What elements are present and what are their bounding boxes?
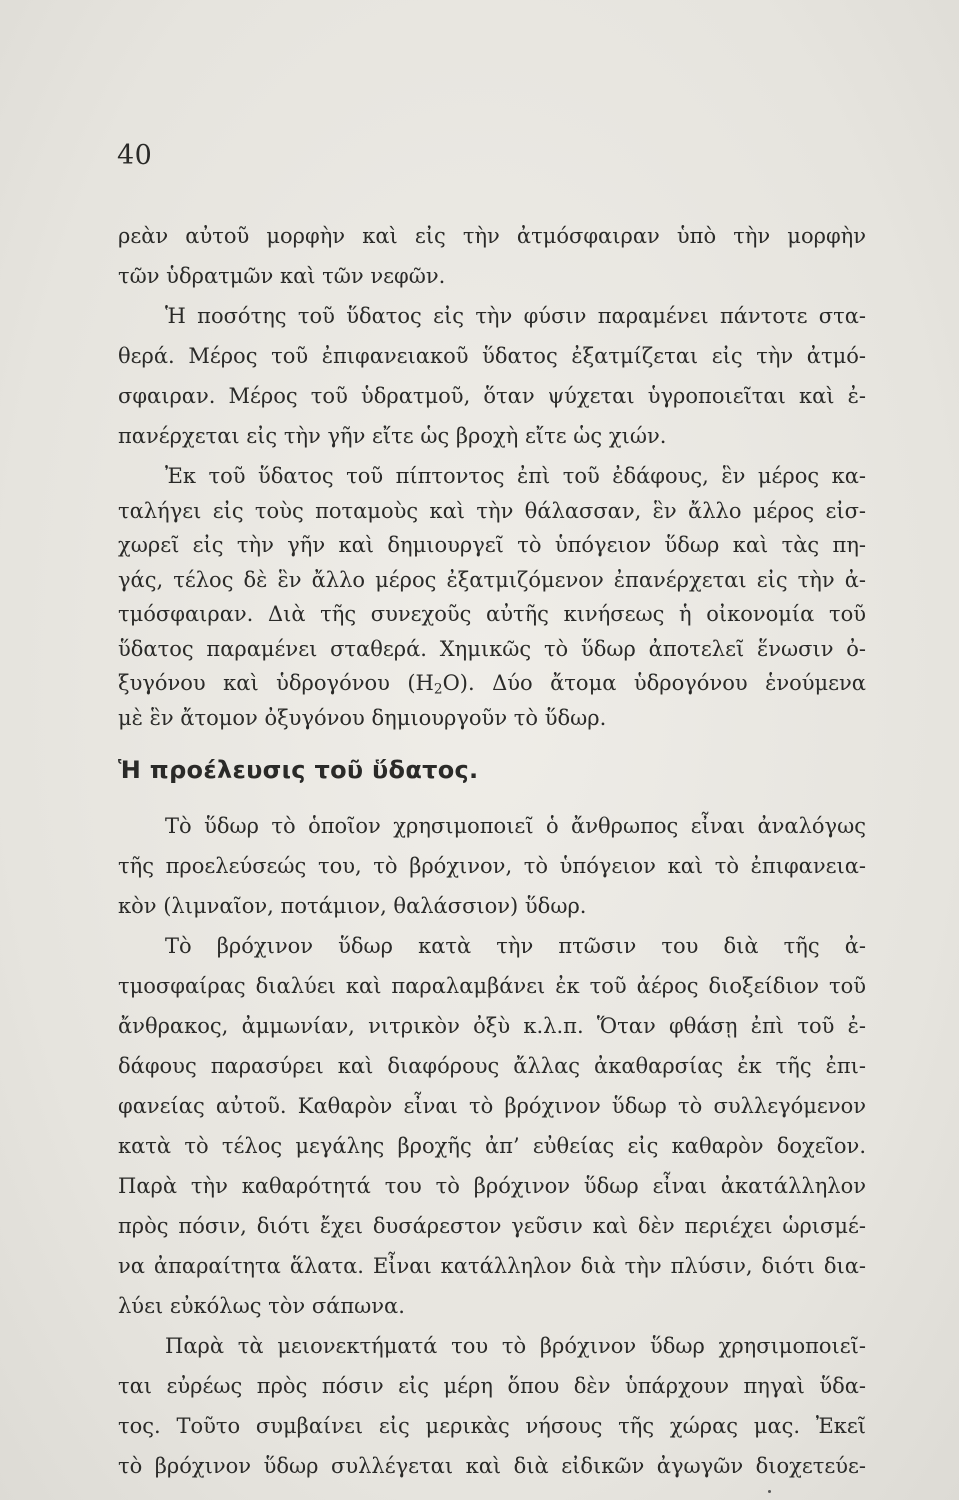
text-line: τος. Τοῦτο συμβαίνει εἰς μερικὰς νήσους τῆς χώρας μας. Ἐκεῖ — [118, 1414, 866, 1438]
formula-text-start: ξυγόνου καὶ ὑδρογόνου (H — [118, 671, 434, 695]
formula-text-end: O). Δύο ἄτομα ὑδρογόνου ἑνούμενα — [442, 671, 866, 695]
section-heading: Ἡ προέλευσις τοῦ ὕδατος. — [118, 756, 479, 784]
text-line: μὲ ἓν ἄτομον ὀξυγόνου δημιουργοῦν τὸ ὕδωρ. — [118, 705, 607, 730]
text-line: Τὸ ὕδωρ τὸ ὁποῖον χρησιμοποιεῖ ὁ ἄνθρωπος εἶναι ἀναλόγως — [165, 814, 866, 838]
text-line: κὸν (λιμναῖον, ποτάμιον, θαλάσσιον) ὕδωρ. — [118, 894, 587, 918]
text-line: να ἀπαραίτητα ἅλατα. Εἶναι κατάλληλον διὰ τὴν πλύσιν, διότι δια- — [118, 1254, 866, 1278]
text-line: τῶν ὑδρατμῶν καὶ τῶν νεφῶν. — [118, 264, 446, 288]
text-line-spaced: Τὸ βρόχινον ὕδωρ κατὰ τὴν πτῶσιν του διὰ τῆς ἀ- — [165, 934, 866, 958]
text-line: χωρεῖ εἰς τὴν γῆν καὶ δημιουργεῖ τὸ ὑπόγειον ὕδωρ καὶ τὰς πη- — [118, 533, 866, 557]
page-number: 40 — [117, 140, 153, 171]
text-line: Ἐκ τοῦ ὕδατος τοῦ πίπτοντος ἐπὶ τοῦ ἐδάφους, ἓν μέρος κα- — [165, 464, 866, 488]
text-line: δάφους παρασύρει καὶ διαφόρους ἄλλας ἀκαθαρσίας ἐκ τῆς ἐπι- — [118, 1054, 866, 1078]
text-line: λύει εὐκόλως τὸν σάπωνα. — [118, 1294, 405, 1318]
text-line: τμοσφαίρας διαλύει καὶ παραλαμβάνει ἐκ τοῦ ἀέρος διοξείδιον τοῦ — [118, 974, 866, 998]
text-line: θερά. Μέρος τοῦ ἐπιφανειακοῦ ὕδατος ἐξατμίζεται εἰς τὴν ἀτμό- — [118, 344, 866, 368]
text-line: ταλήγει εἰς τοὺς ποταμοὺς καὶ τὴν θάλασσαν, ἓν ἄλλο μέρος εἰσ- — [118, 498, 866, 523]
text-line: πανέρχεται εἰς τὴν γῆν εἴτε ὡς βροχὴ εἴτε ὡς χιών. — [118, 424, 667, 448]
text-line: γάς, τέλος δὲ ἓν ἄλλο μέρος ἐξατμιζόμενον ἐπανέρχεται εἰς τὴν ἀ- — [118, 567, 866, 592]
formula-subscript: 2 — [433, 681, 443, 698]
text-line: ὕδατος παραμένει σταθερά. Χημικῶς τὸ ὕδωρ ἀποτελεῖ ἕνωσιν ὀ- — [118, 636, 866, 661]
text-line: ρεὰν αὐτοῦ μορφὴν καὶ εἰς τὴν ἀτμόσφαιραν ὑπὸ τὴν μορφὴν — [118, 224, 866, 248]
text-line: σφαιραν. Μέρος τοῦ ὑδρατμοῦ, ὅταν ψύχεται ὑγροποιεῖται καὶ ἐ- — [118, 384, 866, 408]
text-line: τῆς προελεύσεώς του, τὸ βρόχινον, τὸ ὑπόγειον καὶ τὸ ἐπιφανεια- — [118, 854, 866, 878]
text-line: πρὸς πόσιν, διότι ἔχει δυσάρεστον γεῦσιν καὶ δὲν περιέχει ὡρισμέ- — [118, 1214, 866, 1238]
text-line: Παρὰ τὴν καθαρότητά του τὸ βρόχινον ὕδωρ εἶναι ἀκατάλληλον — [118, 1174, 866, 1198]
text-line: τὸ βρόχινον ὕδωρ συλλέγεται καὶ διὰ εἰδικῶν ἀγωγῶν διοχετεύε- — [118, 1454, 866, 1478]
text-line: Ἡ ποσότης τοῦ ὕδατος εἰς τὴν φύσιν παραμένει πάντοτε στα- — [165, 304, 866, 328]
text-line: φανείας αὐτοῦ. Καθαρὸν εἶναι τὸ βρόχινον ὕδωρ τὸ συλλεγόμενον — [118, 1094, 866, 1118]
text-line: ται εὐρέως πρὸς πόσιν εἰς μέρη ὅπου δὲν ὑπάρχουν πηγαὶ ὕδα- — [118, 1374, 866, 1398]
text-line: ἄνθρακος, ἀμμωνίαν, νιτρικὸν ὀξὺ κ.λ.π. Ὅταν φθάσῃ ἐπὶ τοῦ ἐ- — [118, 1014, 866, 1038]
print-speck — [768, 1490, 771, 1493]
text-line: κατὰ τὸ τέλος μεγάλης βροχῆς ἀπ’ εὐθείας εἰς καθαρὸν δοχεῖον. — [118, 1134, 866, 1158]
text-line: Παρὰ τὰ μειονεκτήματά του τὸ βρόχινον ὕδωρ χρησιμοποιεῖ- — [165, 1334, 866, 1358]
text-line: τμόσφαιραν. Διὰ τῆς συνεχοῦς αὐτῆς κινήσεως ἡ οἰκονομία τοῦ — [118, 602, 866, 626]
